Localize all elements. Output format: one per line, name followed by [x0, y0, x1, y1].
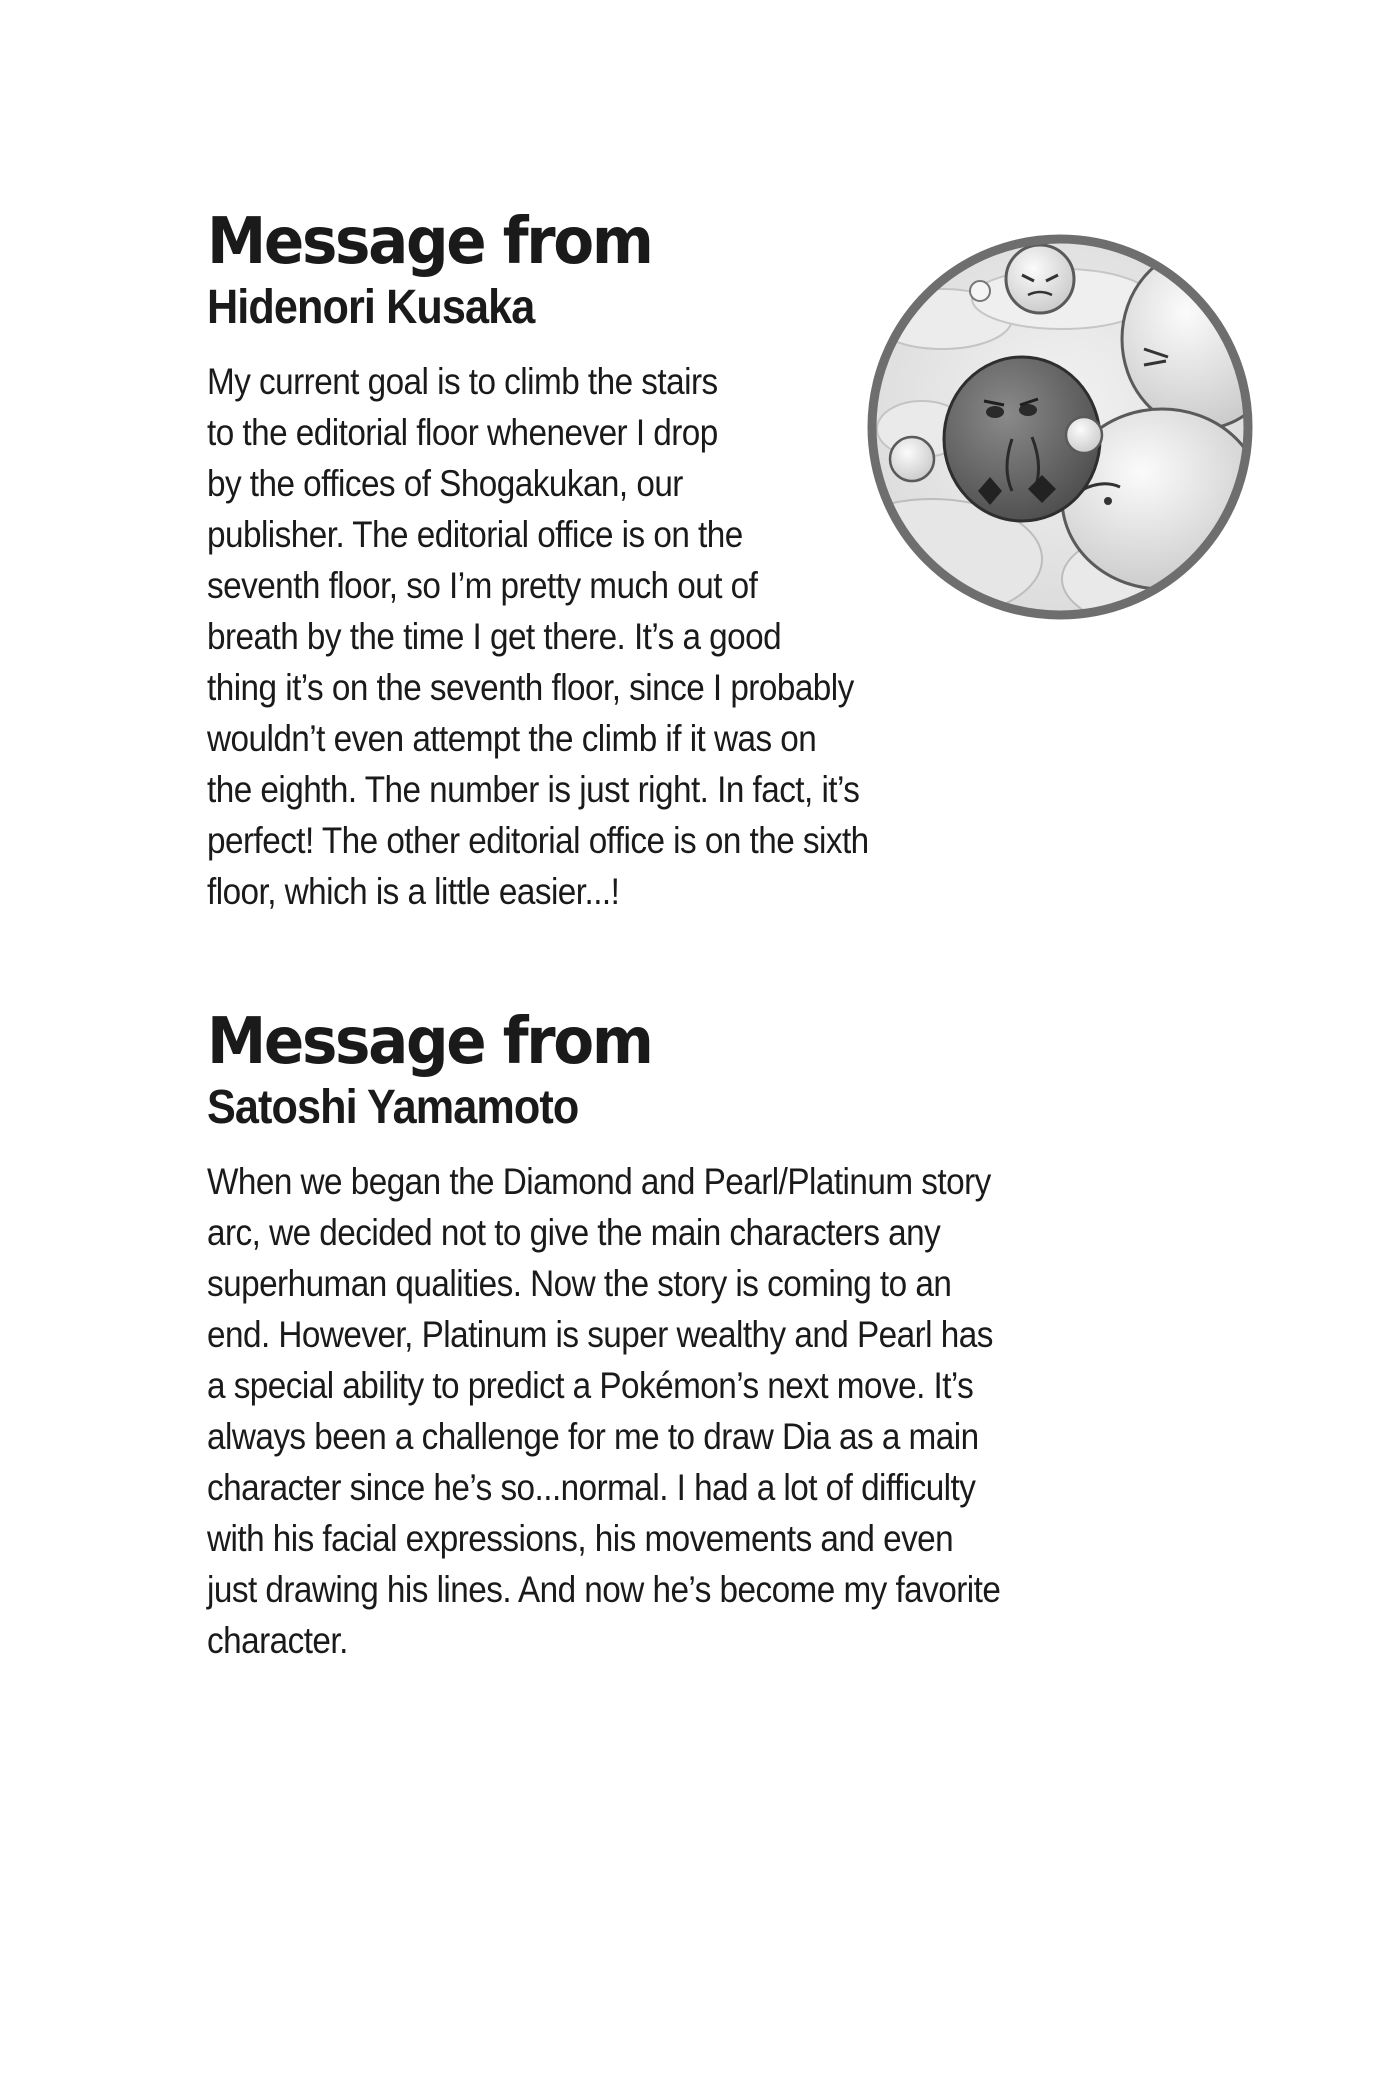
- body-line: with his facial expressions, his movements and even: [207, 1518, 954, 1559]
- author-name: Hidenori Kusaka: [207, 281, 535, 334]
- body-line: character.: [207, 1620, 348, 1661]
- body-line: seventh floor, so I’m pretty much out of: [207, 565, 758, 606]
- body-line: publisher. The editorial office is on the: [207, 514, 743, 555]
- body-line: My current goal is to climb the stairs: [207, 361, 718, 402]
- body-line: thing it’s on the seventh floor, since I probably: [207, 667, 854, 708]
- section-heading: Message from: [207, 1005, 652, 1079]
- body-line: arc, we decided not to give the main characters any: [207, 1212, 941, 1253]
- body-line: the eighth. The number is just right. In fact, it’s: [207, 769, 860, 810]
- section-heading: Message from: [207, 205, 652, 279]
- body-line: a special ability to predict a Pokémon’s next move. It’s: [207, 1365, 974, 1406]
- body-line: end. However, Platinum is super wealthy and Pearl has: [207, 1314, 993, 1355]
- body-line: perfect! The other editorial office is on the sixth: [207, 820, 869, 861]
- body-line: superhuman qualities. Now the story is coming to an: [207, 1263, 952, 1304]
- body-line: character since he’s so...normal. I had a lot of difficulty: [207, 1467, 976, 1508]
- body-line: When we began the Diamond and Pearl/Platinum story: [207, 1161, 991, 1202]
- body-line: floor, which is a little easier...!: [207, 871, 620, 912]
- author-name: Satoshi Yamamoto: [207, 1081, 579, 1134]
- body-line: always been a challenge for me to draw Dia as a main: [207, 1416, 979, 1457]
- message-section-yamamoto: [207, 1005, 1207, 1666]
- body-line: breath by the time I get there. It’s a good: [207, 616, 782, 657]
- body-line: by the offices of Shogakukan, our: [207, 463, 683, 504]
- message-body: [207, 1156, 1207, 1666]
- pokemon-characters-circle-illustration: [862, 229, 1258, 625]
- body-line: to the editorial floor whenever I drop: [207, 412, 718, 453]
- body-line: wouldn’t even attempt the climb if it was on: [207, 718, 817, 759]
- body-line: just drawing his lines. And now he’s become my favorite: [207, 1569, 1001, 1610]
